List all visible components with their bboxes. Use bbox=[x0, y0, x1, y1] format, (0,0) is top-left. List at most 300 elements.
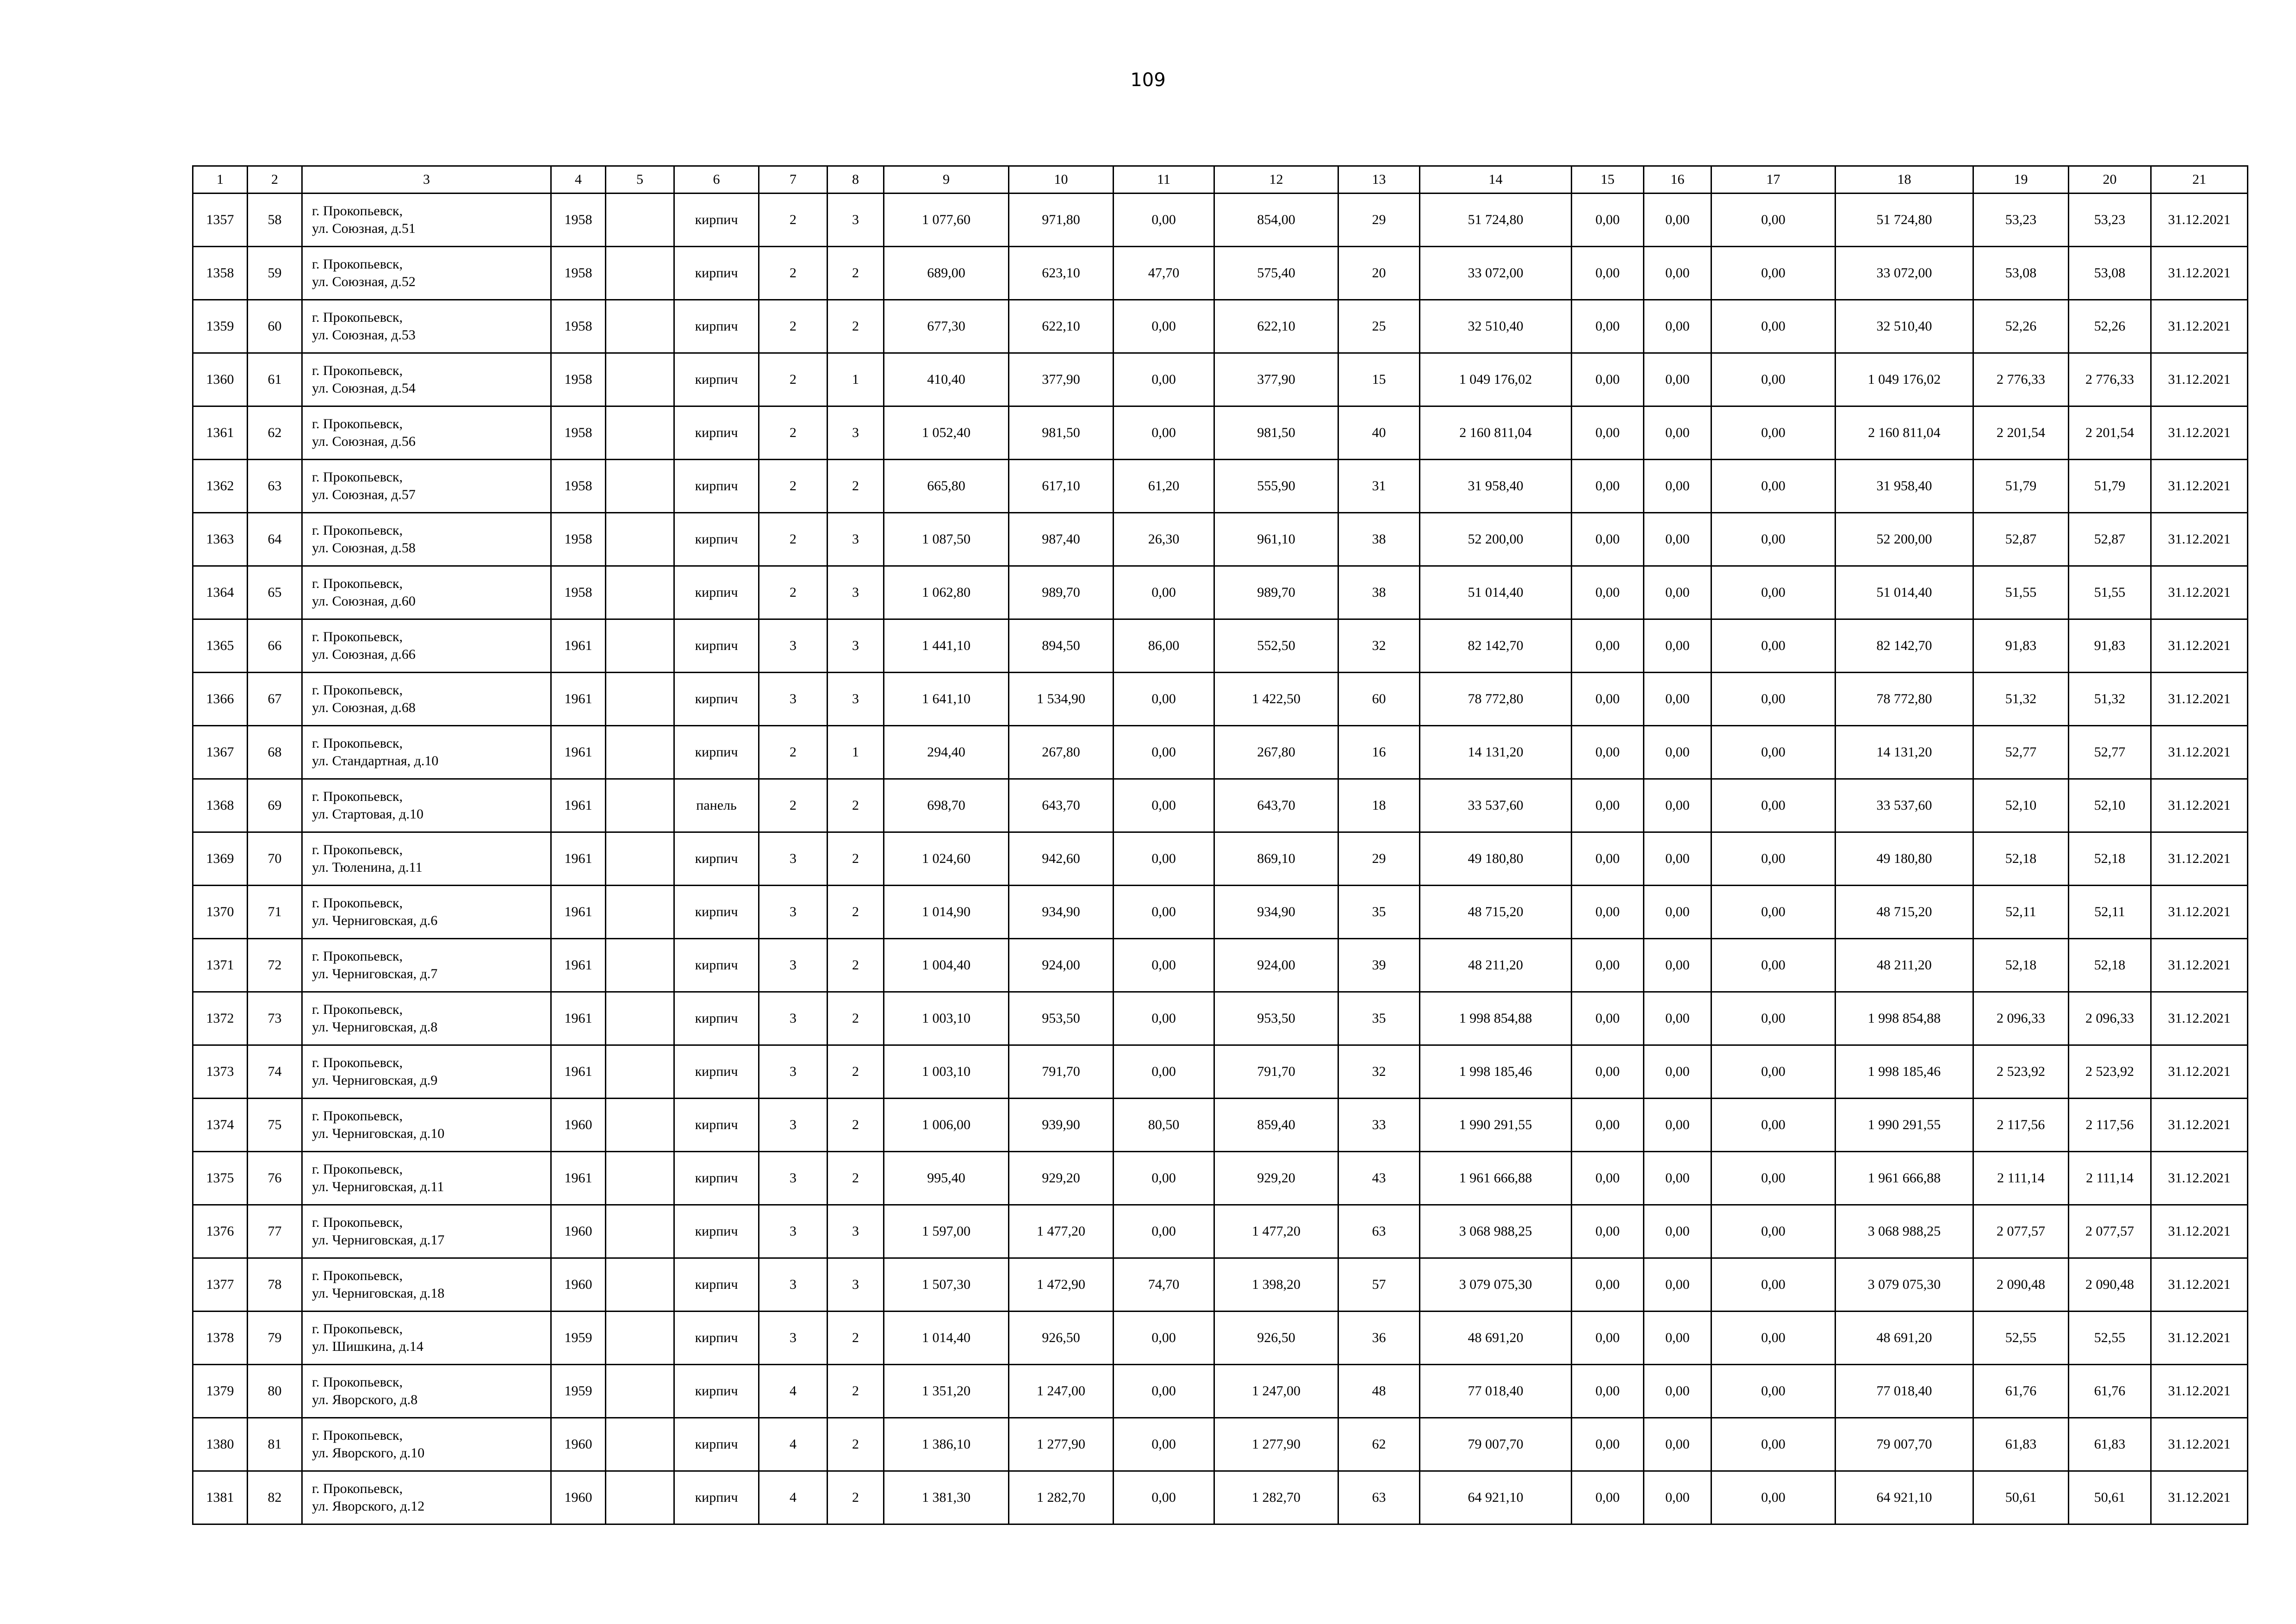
cell-col-11: 0,00 bbox=[1114, 1152, 1214, 1205]
cell-col-6: кирпич bbox=[674, 1418, 759, 1471]
cell-col-8: 2 bbox=[828, 1312, 884, 1365]
cell-col-16: 0,00 bbox=[1644, 939, 1711, 992]
cell-col-2: 75 bbox=[248, 1099, 302, 1152]
cell-col-2: 72 bbox=[248, 939, 302, 992]
cell-col-8: 3 bbox=[828, 566, 884, 619]
address-cell bbox=[302, 673, 551, 726]
cell-col-10: 929,20 bbox=[1009, 1152, 1114, 1205]
cell-col-19: 91,83 bbox=[1973, 619, 2069, 673]
address-city: г. Прокопьевск, bbox=[312, 1268, 403, 1283]
cell-col-18: 31 958,40 bbox=[1836, 460, 1973, 513]
cell-col-1: 1360 bbox=[193, 353, 248, 406]
cell-col-19: 51,79 bbox=[1973, 460, 2069, 513]
cell-col-8: 2 bbox=[828, 939, 884, 992]
cell-col-21: 31.12.2021 bbox=[2151, 1418, 2248, 1471]
cell-col-13: 60 bbox=[1338, 673, 1420, 726]
cell-col-19: 52,55 bbox=[1973, 1312, 2069, 1365]
cell-col-4: 1958 bbox=[551, 513, 606, 566]
cell-col-15: 0,00 bbox=[1572, 886, 1644, 939]
table-row bbox=[193, 460, 2248, 513]
cell-col-21: 31.12.2021 bbox=[2151, 939, 2248, 992]
cell-col-14: 77 018,40 bbox=[1420, 1365, 1572, 1418]
cell-col-17: 0,00 bbox=[1711, 353, 1836, 406]
cell-col-16: 0,00 bbox=[1644, 1418, 1711, 1471]
cell-col-14: 2 160 811,04 bbox=[1420, 406, 1572, 460]
cell-col-7: 2 bbox=[759, 726, 828, 779]
cell-col-10: 971,80 bbox=[1009, 194, 1114, 247]
address-city: г. Прокопьевск, bbox=[312, 576, 403, 591]
cell-col-5 bbox=[606, 1312, 674, 1365]
cell-col-13: 36 bbox=[1338, 1312, 1420, 1365]
cell-col-4: 1958 bbox=[551, 406, 606, 460]
cell-col-20: 91,83 bbox=[2069, 619, 2151, 673]
cell-col-8: 3 bbox=[828, 1205, 884, 1258]
cell-col-11: 0,00 bbox=[1114, 886, 1214, 939]
cell-col-14: 33 072,00 bbox=[1420, 247, 1572, 300]
cell-col-21: 31.12.2021 bbox=[2151, 886, 2248, 939]
cell-col-10: 942,60 bbox=[1009, 832, 1114, 886]
cell-col-13: 20 bbox=[1338, 247, 1420, 300]
cell-col-15: 0,00 bbox=[1572, 673, 1644, 726]
cell-col-10: 643,70 bbox=[1009, 779, 1114, 832]
cell-col-15: 0,00 bbox=[1572, 247, 1644, 300]
cell-col-9: 1 052,40 bbox=[884, 406, 1009, 460]
cell-col-16: 0,00 bbox=[1644, 406, 1711, 460]
cell-col-9: 1 351,20 bbox=[884, 1365, 1009, 1418]
column-header-18: 18 bbox=[1836, 166, 1973, 194]
cell-col-20: 52,18 bbox=[2069, 832, 2151, 886]
cell-col-6: кирпич bbox=[674, 886, 759, 939]
cell-col-18: 77 018,40 bbox=[1836, 1365, 1973, 1418]
cell-col-1: 1362 bbox=[193, 460, 248, 513]
cell-col-18: 79 007,70 bbox=[1836, 1418, 1973, 1471]
cell-col-11: 0,00 bbox=[1114, 1205, 1214, 1258]
cell-col-12: 961,10 bbox=[1214, 513, 1338, 566]
cell-col-21: 31.12.2021 bbox=[2151, 832, 2248, 886]
address-cell bbox=[302, 194, 551, 247]
cell-col-4: 1961 bbox=[551, 939, 606, 992]
cell-col-21: 31.12.2021 bbox=[2151, 673, 2248, 726]
cell-col-8: 3 bbox=[828, 1258, 884, 1312]
cell-col-2: 61 bbox=[248, 353, 302, 406]
table-row bbox=[193, 1418, 2248, 1471]
cell-col-7: 2 bbox=[759, 247, 828, 300]
page-number: 109 bbox=[1130, 69, 1166, 91]
cell-col-6: кирпич bbox=[674, 1045, 759, 1099]
cell-col-13: 63 bbox=[1338, 1205, 1420, 1258]
table-row bbox=[193, 300, 2248, 353]
cell-col-17: 0,00 bbox=[1711, 1205, 1836, 1258]
cell-col-8: 1 bbox=[828, 353, 884, 406]
cell-col-20: 53,23 bbox=[2069, 194, 2151, 247]
cell-col-2: 79 bbox=[248, 1312, 302, 1365]
address-cell bbox=[302, 247, 551, 300]
cell-col-7: 4 bbox=[759, 1418, 828, 1471]
table-row bbox=[193, 1099, 2248, 1152]
cell-col-16: 0,00 bbox=[1644, 886, 1711, 939]
cell-col-14: 52 200,00 bbox=[1420, 513, 1572, 566]
cell-col-2: 62 bbox=[248, 406, 302, 460]
cell-col-4: 1958 bbox=[551, 247, 606, 300]
table-row bbox=[193, 726, 2248, 779]
cell-col-4: 1958 bbox=[551, 566, 606, 619]
cell-col-13: 39 bbox=[1338, 939, 1420, 992]
column-header-6: 6 bbox=[674, 166, 759, 194]
cell-col-11: 80,50 bbox=[1114, 1099, 1214, 1152]
cell-col-11: 86,00 bbox=[1114, 619, 1214, 673]
cell-col-12: 1 398,20 bbox=[1214, 1258, 1338, 1312]
cell-col-4: 1961 bbox=[551, 673, 606, 726]
address-city: г. Прокопьевск, bbox=[312, 1108, 403, 1124]
cell-col-20: 2 201,54 bbox=[2069, 406, 2151, 460]
cell-col-16: 0,00 bbox=[1644, 353, 1711, 406]
cell-col-17: 0,00 bbox=[1711, 194, 1836, 247]
cell-col-15: 0,00 bbox=[1572, 1471, 1644, 1524]
address-cell bbox=[302, 992, 551, 1045]
cell-col-4: 1961 bbox=[551, 832, 606, 886]
table-row bbox=[193, 886, 2248, 939]
cell-col-7: 3 bbox=[759, 1152, 828, 1205]
cell-col-13: 38 bbox=[1338, 513, 1420, 566]
cell-col-2: 58 bbox=[248, 194, 302, 247]
cell-col-19: 51,55 bbox=[1973, 566, 2069, 619]
cell-col-11: 0,00 bbox=[1114, 1045, 1214, 1099]
cell-col-19: 2 077,57 bbox=[1973, 1205, 2069, 1258]
cell-col-19: 52,26 bbox=[1973, 300, 2069, 353]
address-city: г. Прокопьевск, bbox=[312, 256, 403, 272]
cell-col-13: 15 bbox=[1338, 353, 1420, 406]
cell-col-7: 3 bbox=[759, 886, 828, 939]
cell-col-9: 1 062,80 bbox=[884, 566, 1009, 619]
cell-col-21: 31.12.2021 bbox=[2151, 353, 2248, 406]
cell-col-12: 953,50 bbox=[1214, 992, 1338, 1045]
cell-col-8: 2 bbox=[828, 247, 884, 300]
cell-col-17: 0,00 bbox=[1711, 566, 1836, 619]
column-header-7: 7 bbox=[759, 166, 828, 194]
address-city: г. Прокопьевск, bbox=[312, 203, 403, 219]
cell-col-9: 689,00 bbox=[884, 247, 1009, 300]
cell-col-11: 0,00 bbox=[1114, 1312, 1214, 1365]
cell-col-11: 47,70 bbox=[1114, 247, 1214, 300]
cell-col-16: 0,00 bbox=[1644, 992, 1711, 1045]
cell-col-7: 2 bbox=[759, 513, 828, 566]
cell-col-9: 1 006,00 bbox=[884, 1099, 1009, 1152]
cell-col-1: 1371 bbox=[193, 939, 248, 992]
address-street: ул. Черниговская, д.17 bbox=[312, 1232, 445, 1248]
cell-col-9: 1 003,10 bbox=[884, 992, 1009, 1045]
cell-col-5 bbox=[606, 406, 674, 460]
cell-col-5 bbox=[606, 1471, 674, 1524]
cell-col-7: 3 bbox=[759, 619, 828, 673]
cell-col-15: 0,00 bbox=[1572, 726, 1644, 779]
cell-col-6: кирпич bbox=[674, 832, 759, 886]
cell-col-18: 51 724,80 bbox=[1836, 194, 1973, 247]
cell-col-1: 1375 bbox=[193, 1152, 248, 1205]
cell-col-13: 48 bbox=[1338, 1365, 1420, 1418]
cell-col-19: 61,83 bbox=[1973, 1418, 2069, 1471]
cell-col-14: 79 007,70 bbox=[1420, 1418, 1572, 1471]
cell-col-18: 3 079 075,30 bbox=[1836, 1258, 1973, 1312]
cell-col-20: 2 077,57 bbox=[2069, 1205, 2151, 1258]
cell-col-16: 0,00 bbox=[1644, 779, 1711, 832]
cell-col-20: 50,61 bbox=[2069, 1471, 2151, 1524]
cell-col-4: 1958 bbox=[551, 353, 606, 406]
cell-col-2: 82 bbox=[248, 1471, 302, 1524]
address-city: г. Прокопьевск, bbox=[312, 949, 403, 964]
cell-col-4: 1961 bbox=[551, 619, 606, 673]
cell-col-20: 2 523,92 bbox=[2069, 1045, 2151, 1099]
address-street: ул. Черниговская, д.6 bbox=[312, 913, 438, 928]
cell-col-15: 0,00 bbox=[1572, 460, 1644, 513]
cell-col-16: 0,00 bbox=[1644, 673, 1711, 726]
cell-col-9: 1 024,60 bbox=[884, 832, 1009, 886]
cell-col-15: 0,00 bbox=[1572, 779, 1644, 832]
cell-col-8: 2 bbox=[828, 1418, 884, 1471]
cell-col-16: 0,00 bbox=[1644, 247, 1711, 300]
cell-col-11: 0,00 bbox=[1114, 992, 1214, 1045]
table-row bbox=[193, 194, 2248, 247]
cell-col-20: 52,77 bbox=[2069, 726, 2151, 779]
column-header-13: 13 bbox=[1338, 166, 1420, 194]
cell-col-7: 3 bbox=[759, 1045, 828, 1099]
address-street: ул. Черниговская, д.7 bbox=[312, 966, 438, 981]
table-row bbox=[193, 1471, 2248, 1524]
cell-col-14: 78 772,80 bbox=[1420, 673, 1572, 726]
cell-col-11: 0,00 bbox=[1114, 566, 1214, 619]
cell-col-13: 40 bbox=[1338, 406, 1420, 460]
address-cell bbox=[302, 1152, 551, 1205]
address-cell bbox=[302, 1258, 551, 1312]
cell-col-21: 31.12.2021 bbox=[2151, 1312, 2248, 1365]
cell-col-6: кирпич bbox=[674, 406, 759, 460]
cell-col-4: 1961 bbox=[551, 779, 606, 832]
cell-col-10: 939,90 bbox=[1009, 1099, 1114, 1152]
cell-col-18: 78 772,80 bbox=[1836, 673, 1973, 726]
cell-col-4: 1961 bbox=[551, 992, 606, 1045]
table-row bbox=[193, 247, 2248, 300]
address-cell bbox=[302, 1312, 551, 1365]
cell-col-9: 677,30 bbox=[884, 300, 1009, 353]
cell-col-12: 575,40 bbox=[1214, 247, 1338, 300]
address-city: г. Прокопьевск, bbox=[312, 1481, 403, 1496]
cell-col-6: кирпич bbox=[674, 1312, 759, 1365]
cell-col-18: 52 200,00 bbox=[1836, 513, 1973, 566]
cell-col-19: 52,10 bbox=[1973, 779, 2069, 832]
cell-col-16: 0,00 bbox=[1644, 726, 1711, 779]
cell-col-9: 410,40 bbox=[884, 353, 1009, 406]
address-city: г. Прокопьевск, bbox=[312, 629, 403, 644]
cell-col-6: кирпич bbox=[674, 992, 759, 1045]
cell-col-5 bbox=[606, 619, 674, 673]
cell-col-1: 1377 bbox=[193, 1258, 248, 1312]
cell-col-16: 0,00 bbox=[1644, 1205, 1711, 1258]
cell-col-5 bbox=[606, 460, 674, 513]
cell-col-9: 1 597,00 bbox=[884, 1205, 1009, 1258]
cell-col-8: 2 bbox=[828, 1099, 884, 1152]
cell-col-12: 989,70 bbox=[1214, 566, 1338, 619]
column-header-15: 15 bbox=[1572, 166, 1644, 194]
address-city: г. Прокопьевск, bbox=[312, 1215, 403, 1230]
cell-col-13: 25 bbox=[1338, 300, 1420, 353]
cell-col-15: 0,00 bbox=[1572, 1045, 1644, 1099]
address-street: ул. Яворского, д.12 bbox=[312, 1499, 425, 1514]
cell-col-9: 1 386,10 bbox=[884, 1418, 1009, 1471]
cell-col-18: 1 998 185,46 bbox=[1836, 1045, 1973, 1099]
cell-col-19: 53,08 bbox=[1973, 247, 2069, 300]
cell-col-1: 1367 bbox=[193, 726, 248, 779]
address-street: ул. Союзная, д.58 bbox=[312, 540, 416, 556]
cell-col-21: 31.12.2021 bbox=[2151, 406, 2248, 460]
cell-col-4: 1960 bbox=[551, 1418, 606, 1471]
cell-col-17: 0,00 bbox=[1711, 1152, 1836, 1205]
cell-col-17: 0,00 bbox=[1711, 619, 1836, 673]
cell-col-17: 0,00 bbox=[1711, 513, 1836, 566]
address-cell bbox=[302, 1471, 551, 1524]
address-cell bbox=[302, 1418, 551, 1471]
cell-col-16: 0,00 bbox=[1644, 619, 1711, 673]
cell-col-14: 1 049 176,02 bbox=[1420, 353, 1572, 406]
address-city: г. Прокопьевск, bbox=[312, 523, 403, 538]
address-street: ул. Союзная, д.60 bbox=[312, 593, 416, 609]
cell-col-6: кирпич bbox=[674, 1099, 759, 1152]
cell-col-6: кирпич bbox=[674, 247, 759, 300]
cell-col-11: 0,00 bbox=[1114, 300, 1214, 353]
cell-col-20: 52,18 bbox=[2069, 939, 2151, 992]
table-row bbox=[193, 1205, 2248, 1258]
cell-col-15: 0,00 bbox=[1572, 513, 1644, 566]
address-city: г. Прокопьевск, bbox=[312, 1428, 403, 1443]
cell-col-13: 29 bbox=[1338, 194, 1420, 247]
address-street: ул. Шишкина, д.14 bbox=[312, 1339, 423, 1354]
cell-col-9: 665,80 bbox=[884, 460, 1009, 513]
cell-col-1: 1369 bbox=[193, 832, 248, 886]
cell-col-15: 0,00 bbox=[1572, 1099, 1644, 1152]
cell-col-2: 71 bbox=[248, 886, 302, 939]
address-city: г. Прокопьевск, bbox=[312, 1321, 403, 1337]
cell-col-15: 0,00 bbox=[1572, 300, 1644, 353]
cell-col-12: 934,90 bbox=[1214, 886, 1338, 939]
cell-col-17: 0,00 bbox=[1711, 1471, 1836, 1524]
cell-col-21: 31.12.2021 bbox=[2151, 300, 2248, 353]
cell-col-6: кирпич bbox=[674, 194, 759, 247]
cell-col-10: 791,70 bbox=[1009, 1045, 1114, 1099]
cell-col-4: 1961 bbox=[551, 1152, 606, 1205]
cell-col-21: 31.12.2021 bbox=[2151, 1258, 2248, 1312]
cell-col-4: 1960 bbox=[551, 1205, 606, 1258]
cell-col-10: 617,10 bbox=[1009, 460, 1114, 513]
cell-col-15: 0,00 bbox=[1572, 619, 1644, 673]
cell-col-7: 2 bbox=[759, 460, 828, 513]
cell-col-2: 63 bbox=[248, 460, 302, 513]
address-city: г. Прокопьевск, bbox=[312, 895, 403, 911]
cell-col-4: 1960 bbox=[551, 1258, 606, 1312]
cell-col-12: 981,50 bbox=[1214, 406, 1338, 460]
cell-col-14: 1 990 291,55 bbox=[1420, 1099, 1572, 1152]
cell-col-15: 0,00 bbox=[1572, 353, 1644, 406]
cell-col-1: 1379 bbox=[193, 1365, 248, 1418]
cell-col-13: 62 bbox=[1338, 1418, 1420, 1471]
cell-col-14: 1 998 854,88 bbox=[1420, 992, 1572, 1045]
cell-col-7: 3 bbox=[759, 992, 828, 1045]
cell-col-19: 51,32 bbox=[1973, 673, 2069, 726]
cell-col-17: 0,00 bbox=[1711, 460, 1836, 513]
cell-col-12: 869,10 bbox=[1214, 832, 1338, 886]
cell-col-15: 0,00 bbox=[1572, 1205, 1644, 1258]
table-row bbox=[193, 1258, 2248, 1312]
cell-col-1: 1380 bbox=[193, 1418, 248, 1471]
cell-col-9: 1 381,30 bbox=[884, 1471, 1009, 1524]
cell-col-19: 52,11 bbox=[1973, 886, 2069, 939]
address-city: г. Прокопьевск, bbox=[312, 310, 403, 325]
cell-col-17: 0,00 bbox=[1711, 726, 1836, 779]
cell-col-11: 0,00 bbox=[1114, 194, 1214, 247]
cell-col-19: 2 117,56 bbox=[1973, 1099, 2069, 1152]
address-cell bbox=[302, 1205, 551, 1258]
cell-col-10: 623,10 bbox=[1009, 247, 1114, 300]
cell-col-10: 267,80 bbox=[1009, 726, 1114, 779]
address-cell bbox=[302, 939, 551, 992]
cell-col-13: 35 bbox=[1338, 886, 1420, 939]
address-street: ул. Черниговская, д.9 bbox=[312, 1073, 438, 1088]
cell-col-17: 0,00 bbox=[1711, 779, 1836, 832]
column-number-row bbox=[193, 166, 2248, 194]
cell-col-16: 0,00 bbox=[1644, 1365, 1711, 1418]
cell-col-21: 31.12.2021 bbox=[2151, 1045, 2248, 1099]
cell-col-2: 81 bbox=[248, 1418, 302, 1471]
cell-col-17: 0,00 bbox=[1711, 1365, 1836, 1418]
table-row bbox=[193, 513, 2248, 566]
cell-col-13: 18 bbox=[1338, 779, 1420, 832]
address-city: г. Прокопьевск, bbox=[312, 1374, 403, 1390]
cell-col-2: 74 bbox=[248, 1045, 302, 1099]
column-header-12: 12 bbox=[1214, 166, 1338, 194]
cell-col-10: 981,50 bbox=[1009, 406, 1114, 460]
cell-col-5 bbox=[606, 1099, 674, 1152]
cell-col-6: кирпич bbox=[674, 460, 759, 513]
cell-col-5 bbox=[606, 300, 674, 353]
cell-col-5 bbox=[606, 779, 674, 832]
cell-col-4: 1960 bbox=[551, 1471, 606, 1524]
cell-col-14: 32 510,40 bbox=[1420, 300, 1572, 353]
cell-col-6: кирпич bbox=[674, 673, 759, 726]
address-city: г. Прокопьевск, bbox=[312, 682, 403, 698]
cell-col-4: 1961 bbox=[551, 726, 606, 779]
cell-col-12: 1 477,20 bbox=[1214, 1205, 1338, 1258]
cell-col-2: 65 bbox=[248, 566, 302, 619]
address-street: ул. Стартовая, д.10 bbox=[312, 806, 424, 822]
cell-col-8: 2 bbox=[828, 886, 884, 939]
cell-col-10: 989,70 bbox=[1009, 566, 1114, 619]
cell-col-2: 64 bbox=[248, 513, 302, 566]
cell-col-7: 3 bbox=[759, 1258, 828, 1312]
cell-col-16: 0,00 bbox=[1644, 513, 1711, 566]
cell-col-20: 52,55 bbox=[2069, 1312, 2151, 1365]
cell-col-14: 33 537,60 bbox=[1420, 779, 1572, 832]
cell-col-14: 48 211,20 bbox=[1420, 939, 1572, 992]
cell-col-20: 52,11 bbox=[2069, 886, 2151, 939]
table-row bbox=[193, 353, 2248, 406]
cell-col-21: 31.12.2021 bbox=[2151, 566, 2248, 619]
cell-col-9: 1 014,90 bbox=[884, 886, 1009, 939]
cell-col-1: 1365 bbox=[193, 619, 248, 673]
cell-col-21: 31.12.2021 bbox=[2151, 1205, 2248, 1258]
cell-col-15: 0,00 bbox=[1572, 194, 1644, 247]
cell-col-10: 1 277,90 bbox=[1009, 1418, 1114, 1471]
cell-col-14: 82 142,70 bbox=[1420, 619, 1572, 673]
column-header-3: 3 bbox=[302, 166, 551, 194]
cell-col-2: 59 bbox=[248, 247, 302, 300]
cell-col-13: 35 bbox=[1338, 992, 1420, 1045]
